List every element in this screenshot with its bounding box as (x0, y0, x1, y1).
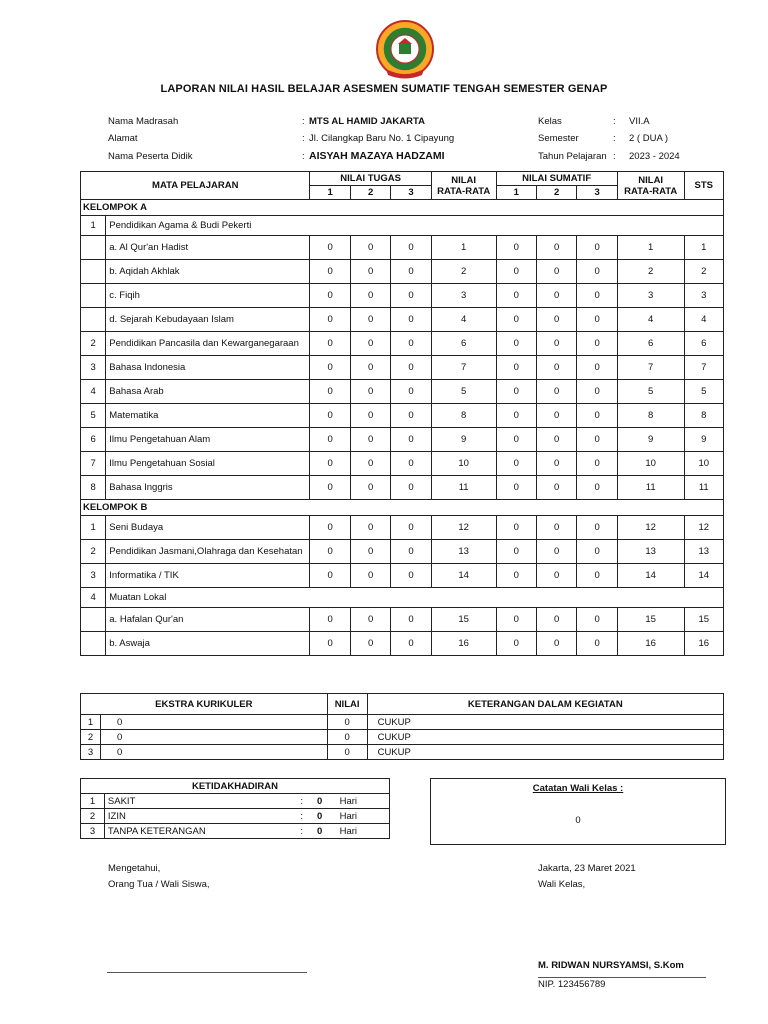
absen-unit: Hari (330, 794, 390, 809)
sig-right-1: Jakarta, 23 Maret 2021 (538, 863, 636, 874)
score-t1: 0 (310, 332, 350, 356)
score-t2: 0 (350, 632, 390, 656)
subject-name: a. Al Qur'an Hadist (106, 236, 310, 260)
subject-name: Pendidikan Pancasila dan Kewarganegaraan (106, 332, 310, 356)
header-rata-tugas: NILAI RATA-RATA (431, 172, 496, 200)
row-no (81, 236, 106, 260)
ekstra-row (81, 745, 724, 760)
absen-value: 0 (310, 824, 330, 839)
score-t2: 0 (350, 404, 390, 428)
score-rs: 9 (617, 428, 684, 452)
score-s1: 0 (496, 632, 536, 656)
score-s1: 0 (496, 404, 536, 428)
score-rt: 13 (431, 540, 496, 564)
row-no (81, 260, 106, 284)
score-s2: 0 (536, 564, 576, 588)
absen-value: 0 (310, 809, 330, 824)
row-no: 4 (81, 588, 106, 608)
score-s3: 0 (577, 452, 617, 476)
ekstra-name: 0 (100, 745, 327, 760)
absen-header: KETIDAKHADIRAN (81, 779, 390, 794)
score-s3: 0 (577, 564, 617, 588)
score-s2: 0 (536, 260, 576, 284)
row-no: 3 (81, 564, 106, 588)
score-s3: 0 (577, 516, 617, 540)
score-rs: 13 (617, 540, 684, 564)
subject-name: Informatika / TIK (106, 564, 310, 588)
row-no (81, 608, 106, 632)
score-rs: 8 (617, 404, 684, 428)
subject-row (81, 428, 724, 452)
tahun-value: 2023 - 2024 (629, 151, 680, 162)
score-s3: 0 (577, 632, 617, 656)
score-sts: 9 (684, 428, 723, 452)
score-t2: 0 (350, 308, 390, 332)
score-rt: 12 (431, 516, 496, 540)
score-rs: 1 (617, 236, 684, 260)
row-no: 1 (81, 216, 106, 236)
report-title: LAPORAN NILAI HASIL BELAJAR ASESMEN SUMATIF TENGAH SEMESTER GENAP (160, 83, 608, 95)
score-s3: 0 (577, 356, 617, 380)
score-t2: 0 (350, 236, 390, 260)
score-rs: 14 (617, 564, 684, 588)
score-sts: 4 (684, 308, 723, 332)
ekstra-header-ket: KETERANGAN DALAM KEGIATAN (367, 694, 723, 715)
score-s1: 0 (496, 260, 536, 284)
score-t2: 0 (350, 564, 390, 588)
score-rt: 2 (431, 260, 496, 284)
score-s3: 0 (577, 236, 617, 260)
score-sts: 13 (684, 540, 723, 564)
score-rs: 11 (617, 476, 684, 500)
score-rs: 16 (617, 632, 684, 656)
score-t2: 0 (350, 516, 390, 540)
score-sts: 6 (684, 332, 723, 356)
score-sts: 7 (684, 356, 723, 380)
grades-table (80, 171, 724, 656)
score-t2: 0 (350, 608, 390, 632)
score-s2: 0 (536, 516, 576, 540)
kelompok-a-label: KELOMPOK A (81, 200, 724, 216)
score-s1: 0 (496, 332, 536, 356)
score-t2: 0 (350, 284, 390, 308)
score-rs: 6 (617, 332, 684, 356)
score-rt: 1 (431, 236, 496, 260)
row-no (81, 284, 106, 308)
score-sts: 12 (684, 516, 723, 540)
score-t3: 0 (391, 332, 431, 356)
row-name: Muatan Lokal (106, 588, 724, 608)
score-s3: 0 (577, 608, 617, 632)
absen-colon: : (294, 824, 310, 839)
score-s2: 0 (536, 632, 576, 656)
subject-row (81, 452, 724, 476)
madrasah-value: MTS AL HAMID JAKARTA (309, 116, 425, 127)
score-s1: 0 (496, 380, 536, 404)
score-rs: 7 (617, 356, 684, 380)
header-rata-sumatif: NILAI RATA-RATA (617, 172, 684, 200)
score-rs: 5 (617, 380, 684, 404)
subject-row (81, 516, 724, 540)
score-rt: 3 (431, 284, 496, 308)
subject-name: Seni Budaya (106, 516, 310, 540)
score-rs: 4 (617, 308, 684, 332)
score-rs: 3 (617, 284, 684, 308)
header-sumatif-2: 2 (536, 186, 576, 200)
score-s1: 0 (496, 540, 536, 564)
score-s3: 0 (577, 332, 617, 356)
row-no: 2 (81, 332, 106, 356)
subject-name: Ilmu Pengetahuan Sosial (106, 452, 310, 476)
subject-name: Bahasa Arab (106, 380, 310, 404)
score-s2: 0 (536, 308, 576, 332)
subject-name: b. Aqidah Akhlak (106, 260, 310, 284)
absen-no: 3 (81, 824, 105, 839)
ekstra-no: 3 (81, 745, 101, 760)
score-sts: 11 (684, 476, 723, 500)
sig-left-1: Mengetahui, (108, 863, 161, 874)
ekstra-row (81, 715, 724, 730)
semester-colon: : (613, 133, 616, 144)
score-t2: 0 (350, 332, 390, 356)
score-t3: 0 (391, 356, 431, 380)
score-t3: 0 (391, 540, 431, 564)
score-sts: 14 (684, 564, 723, 588)
subject-row (81, 380, 724, 404)
score-s3: 0 (577, 476, 617, 500)
absen-name: SAKIT (104, 794, 293, 809)
semester-value: 2 ( DUA ) (629, 133, 669, 144)
subject-name: Pendidikan Jasmani,Olahraga dan Kesehatan (106, 540, 310, 564)
kelas-value: VII.A (629, 116, 650, 127)
header-nilai-sumatif: NILAI SUMATIF (496, 172, 617, 186)
score-s1: 0 (496, 284, 536, 308)
subject-row (81, 260, 724, 284)
absen-no: 1 (81, 794, 105, 809)
subject-row (81, 404, 724, 428)
alamat-value: Jl. Cilangkap Baru No. 1 Cipayung (309, 133, 455, 144)
peserta-label: Nama Peserta Didik (108, 151, 193, 162)
ekstra-ket: CUKUP (367, 715, 723, 730)
score-s3: 0 (577, 540, 617, 564)
ekstra-row (81, 730, 724, 745)
subject-name: a. Hafalan Qur'an (106, 608, 310, 632)
score-rt: 10 (431, 452, 496, 476)
score-s2: 0 (536, 428, 576, 452)
subject-row (81, 540, 724, 564)
subject-row (81, 308, 724, 332)
kelas-label: Kelas (538, 116, 562, 127)
score-t1: 0 (310, 404, 350, 428)
score-s3: 0 (577, 428, 617, 452)
ekstra-nilai: 0 (327, 745, 367, 760)
score-t3: 0 (391, 452, 431, 476)
score-s2: 0 (536, 356, 576, 380)
score-rt: 8 (431, 404, 496, 428)
score-rt: 9 (431, 428, 496, 452)
catatan-value: 0 (575, 815, 581, 826)
absen-row (81, 794, 390, 809)
score-s1: 0 (496, 608, 536, 632)
score-t1: 0 (310, 608, 350, 632)
ekstra-name: 0 (100, 715, 327, 730)
row-no: 7 (81, 452, 106, 476)
row-name: Pendidikan Agama & Budi Pekerti (106, 216, 724, 236)
score-s2: 0 (536, 476, 576, 500)
score-t1: 0 (310, 260, 350, 284)
score-s2: 0 (536, 404, 576, 428)
score-s1: 0 (496, 452, 536, 476)
score-t2: 0 (350, 452, 390, 476)
score-t3: 0 (391, 476, 431, 500)
header-tugas-2: 2 (350, 186, 390, 200)
score-sts: 8 (684, 404, 723, 428)
score-s2: 0 (536, 332, 576, 356)
alamat-label: Alamat (108, 133, 138, 144)
tahun-colon: : (613, 151, 616, 162)
score-s1: 0 (496, 516, 536, 540)
subject-row (81, 564, 724, 588)
madrasah-colon: : (302, 116, 305, 127)
score-sts: 16 (684, 632, 723, 656)
ekstra-ket: CUKUP (367, 745, 723, 760)
score-s1: 0 (496, 236, 536, 260)
score-sts: 15 (684, 608, 723, 632)
score-t3: 0 (391, 632, 431, 656)
score-s3: 0 (577, 380, 617, 404)
ekstra-table (80, 693, 724, 760)
subject-row (81, 632, 724, 656)
absen-unit: Hari (330, 809, 390, 824)
subject-row (81, 356, 724, 380)
score-s1: 0 (496, 428, 536, 452)
absen-colon: : (294, 809, 310, 824)
score-t3: 0 (391, 308, 431, 332)
score-t1: 0 (310, 564, 350, 588)
teacher-nip: NIP. 123456789 (538, 977, 706, 990)
score-t1: 0 (310, 452, 350, 476)
score-t1: 0 (310, 284, 350, 308)
score-rs: 15 (617, 608, 684, 632)
row-no: 8 (81, 476, 106, 500)
peserta-value: AISYAH MAZAYA HADZAMI (309, 150, 445, 162)
ekstra-nilai: 0 (327, 730, 367, 745)
absen-table (80, 778, 390, 839)
subject-name: Bahasa Indonesia (106, 356, 310, 380)
score-t1: 0 (310, 516, 350, 540)
ekstra-no: 2 (81, 730, 101, 745)
score-s1: 0 (496, 476, 536, 500)
madrasah-emblem-icon (374, 19, 436, 81)
score-rt: 6 (431, 332, 496, 356)
catatan-box (430, 778, 726, 845)
score-s2: 0 (536, 380, 576, 404)
row-no: 1 (81, 516, 106, 540)
score-rt: 14 (431, 564, 496, 588)
alamat-colon: : (302, 133, 305, 144)
absen-row (81, 809, 390, 824)
subject-name: b. Aswaja (106, 632, 310, 656)
absen-row (81, 824, 390, 839)
score-t3: 0 (391, 260, 431, 284)
score-t1: 0 (310, 540, 350, 564)
score-rt: 4 (431, 308, 496, 332)
score-s1: 0 (496, 564, 536, 588)
score-t3: 0 (391, 380, 431, 404)
score-rs: 12 (617, 516, 684, 540)
score-t3: 0 (391, 564, 431, 588)
row-no: 4 (81, 380, 106, 404)
score-t1: 0 (310, 236, 350, 260)
score-t2: 0 (350, 380, 390, 404)
score-rs: 10 (617, 452, 684, 476)
score-rt: 16 (431, 632, 496, 656)
row-no: 5 (81, 404, 106, 428)
teacher-name: M. RIDWAN NURSYAMSI, S.Kom (538, 960, 684, 971)
score-s2: 0 (536, 284, 576, 308)
score-rs: 2 (617, 260, 684, 284)
score-s1: 0 (496, 308, 536, 332)
absen-value: 0 (310, 794, 330, 809)
score-s1: 0 (496, 356, 536, 380)
header-nilai-tugas: NILAI TUGAS (310, 172, 431, 186)
parent-signature-line (107, 972, 307, 973)
ekstra-nilai: 0 (327, 715, 367, 730)
row-no: 6 (81, 428, 106, 452)
subject-name: Ilmu Pengetahuan Alam (106, 428, 310, 452)
peserta-colon: : (302, 151, 305, 162)
sig-left-2: Orang Tua / Wali Siswa, (108, 879, 210, 890)
score-s2: 0 (536, 236, 576, 260)
catatan-title: Catatan Wali Kelas : (532, 783, 624, 794)
subject-name: c. Fiqih (106, 284, 310, 308)
semester-label: Semester (538, 133, 579, 144)
score-rt: 5 (431, 380, 496, 404)
header-tugas-3: 3 (391, 186, 431, 200)
subject-row (81, 332, 724, 356)
header-sumatif-1: 1 (496, 186, 536, 200)
score-t2: 0 (350, 428, 390, 452)
score-s3: 0 (577, 404, 617, 428)
score-t3: 0 (391, 428, 431, 452)
header-mapel: MATA PELAJARAN (81, 172, 310, 200)
absen-name: IZIN (104, 809, 293, 824)
score-s3: 0 (577, 260, 617, 284)
score-s2: 0 (536, 540, 576, 564)
score-t2: 0 (350, 540, 390, 564)
score-t1: 0 (310, 380, 350, 404)
score-t3: 0 (391, 236, 431, 260)
score-t1: 0 (310, 356, 350, 380)
ekstra-no: 1 (81, 715, 101, 730)
score-t3: 0 (391, 516, 431, 540)
subject-name: Bahasa Inggris (106, 476, 310, 500)
score-rt: 7 (431, 356, 496, 380)
madrasah-label: Nama Madrasah (108, 116, 179, 127)
score-s2: 0 (536, 608, 576, 632)
score-t2: 0 (350, 476, 390, 500)
row-no (81, 308, 106, 332)
ekstra-name: 0 (100, 730, 327, 745)
score-s2: 0 (536, 452, 576, 476)
row-no: 3 (81, 356, 106, 380)
score-t3: 0 (391, 404, 431, 428)
tahun-label: Tahun Pelajaran (538, 151, 607, 162)
score-sts: 3 (684, 284, 723, 308)
score-t3: 0 (391, 608, 431, 632)
score-t3: 0 (391, 284, 431, 308)
subject-name: Matematika (106, 404, 310, 428)
score-rt: 15 (431, 608, 496, 632)
row-no: 2 (81, 540, 106, 564)
score-t2: 0 (350, 356, 390, 380)
score-t1: 0 (310, 308, 350, 332)
score-rt: 11 (431, 476, 496, 500)
kelas-colon: : (613, 116, 616, 127)
subject-row (81, 608, 724, 632)
score-sts: 10 (684, 452, 723, 476)
score-t1: 0 (310, 476, 350, 500)
absen-colon: : (294, 794, 310, 809)
subject-name: d. Sejarah Kebudayaan Islam (106, 308, 310, 332)
absen-no: 2 (81, 809, 105, 824)
ekstra-ket: CUKUP (367, 730, 723, 745)
subject-row (81, 476, 724, 500)
absen-name: TANPA KETERANGAN (104, 824, 293, 839)
score-s3: 0 (577, 284, 617, 308)
score-t1: 0 (310, 632, 350, 656)
ekstra-header-nilai: NILAI (327, 694, 367, 715)
row-no (81, 632, 106, 656)
subject-row (81, 284, 724, 308)
header-sumatif-3: 3 (577, 186, 617, 200)
kelompok-b-label: KELOMPOK B (81, 500, 724, 516)
score-sts: 1 (684, 236, 723, 260)
header-sts: STS (684, 172, 723, 200)
absen-unit: Hari (330, 824, 390, 839)
score-t1: 0 (310, 428, 350, 452)
score-s3: 0 (577, 308, 617, 332)
score-t2: 0 (350, 260, 390, 284)
header-tugas-1: 1 (310, 186, 350, 200)
ekstra-header-name: EKSTRA KURIKULER (81, 694, 328, 715)
sig-right-2: Wali Kelas, (538, 879, 586, 890)
score-sts: 5 (684, 380, 723, 404)
subject-row (81, 236, 724, 260)
score-sts: 2 (684, 260, 723, 284)
